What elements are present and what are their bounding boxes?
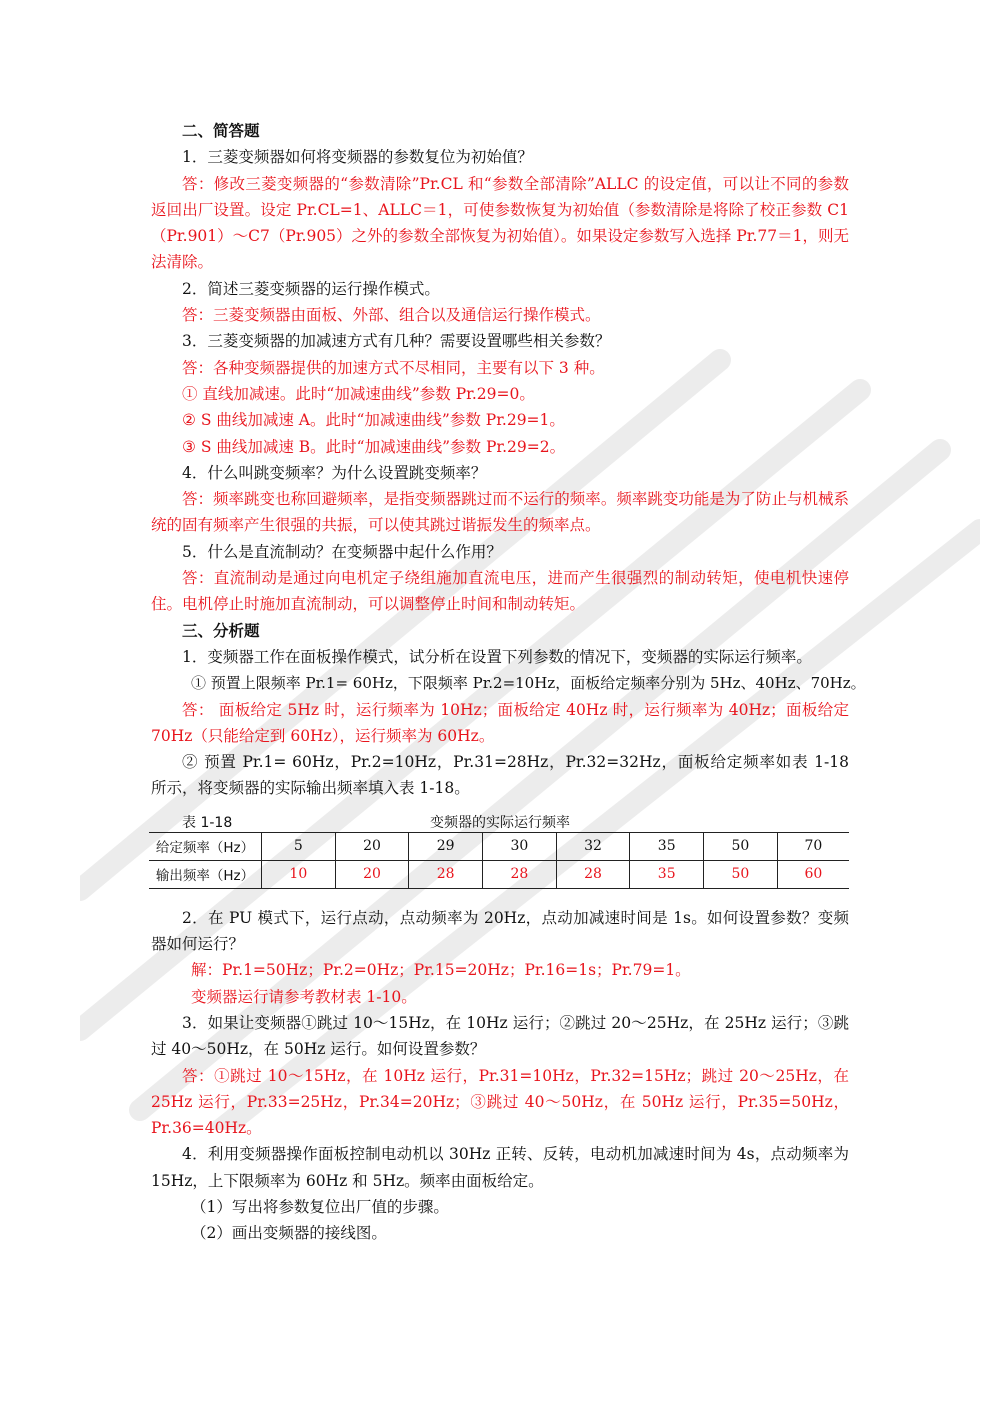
table-cell: 20 [335,832,409,860]
analysis-question-1-part-1: ① 预置上限频率 Pr.1= 60Hz，下限频率 Pr.2=10Hz，面板给定频率分别为 5Hz、40Hz、70Hz。 [191,674,866,693]
section-heading-analysis: 三、分析题 [182,621,260,640]
analysis-question-3: 3．如果让变频器①跳过 10～15Hz，在 10Hz 运行；②跳过 20～25Hz，在 25Hz 运行；③跳过 40～50Hz，在 50Hz 运行。如何设置参数？ [151,1013,849,1059]
question-1: 1．三菱变频器如何将变频器的参数复位为初始值？ [182,148,533,167]
analysis-question-1: 1．变频器工作在面板操作模式，试分析在设置下列参数的情况下，变频器的实际运行频率。 [182,647,812,666]
analysis-answer-3: 答：①跳过 10～15Hz，在 10Hz 运行，Pr.31=10Hz，Pr.32=15Hz；跳过 20～25Hz，在 25Hz 运行，Pr.33=25Hz，Pr.34=20Hz；③跳过 40～50Hz，在 50Hz 运行，Pr.35=50Hz，Pr.36=40Hz。 [151,1066,849,1138]
answer-3-item: ② S 曲线加减速 A。此时“加减速曲线”参数 Pr.29=1。 [182,411,565,430]
table-cell-answer: 20 [335,860,409,888]
table-title: 变频器的实际运行频率 [430,814,570,831]
answer-3-item: ① 直线加减速。此时“加减速曲线”参数 Pr.29=0。 [182,384,535,403]
analysis-question-4-sub-2: （2）画出变频器的接线图。 [191,1224,387,1243]
question-4: 4．什么叫跳变频率？为什么设置跳变频率？ [182,463,487,482]
answer-3-intro: 答：各种变频器提供的加速方式不尽相同，主要有以下 3 种。 [182,358,605,377]
analysis-answer-2-line-1: 解：Pr.1=50Hz；Pr.2=0Hz；Pr.15=20Hz；Pr.16=1s；Pr.79=1。 [191,961,691,980]
table-cell: 29 [409,832,483,860]
table-cell: 50 [704,832,778,860]
answer-2: 答：三菱变频器由面板、外部、组合以及通信运行操作模式。 [182,306,601,325]
table-cell: 5 [262,832,336,860]
table-number: 表 1-18 [182,814,233,831]
table-cell-answer: 28 [409,860,483,888]
table-row-output-frequency [149,860,849,888]
analysis-answer-2-line-2: 变频器运行请参考教材表 1-10。 [191,987,417,1006]
analysis-answer-1-part-1: 答： 面板给定 5Hz 时，运行频率为 10Hz；面板给定 40Hz 时，运行频率为 40Hz；面板给定 70Hz（只能给定到 60Hz），运行频率为 60Hz。 [151,700,849,745]
table-cell: 35 [630,832,704,860]
table-row-given-frequency [149,832,849,860]
analysis-question-1-part-2: ② 预置 Pr.1= 60Hz，Pr.2=10Hz，Pr.31=28Hz，Pr.32=32Hz，面板给定频率如表 1-18 所示，将变频器的实际输出频率填入表 1-18。 [151,753,849,798]
question-2: 2．简述三菱变频器的运行操作模式。 [182,279,440,298]
page-content [151,118,866,1247]
answer-3-item: ③ S 曲线加减速 B。此时“加减速曲线”参数 Pr.29=2。 [182,437,566,456]
table-cell-answer: 10 [262,860,336,888]
analysis-question-4: 4．利用变频器操作面板控制电动机以 30Hz 正转、反转，电动机加减速时间为 4s，点动频率为 15Hz，上下限频率为 60Hz 和 5Hz。频率由面板给定。 [151,1145,849,1190]
table-cell-answer: 60 [777,860,849,888]
table-cell-answer: 28 [483,860,557,888]
table-row-label: 给定频率（Hz） [149,832,262,860]
answer-1: 答：修改三菱变频器的“参数清除”Pr.CL 和“参数全部清除”ALLC 的设定值，可以让不同的参数返回出厂设置。设定 Pr.CL=1、ALLC＝1，可使参数恢复为初始值（参数清除是将除了校正参数 C1（Pr.901）～C7（Pr.905）之外的参数全部恢复为初始值）。如果设定参数写入选择 Pr.77＝1，则无法清除。 [151,174,849,272]
answer-5: 答：直流制动是通过向电机定子绕组施加直流电压，进而产生很强烈的制动转矩，使电机快速停住。电机停止时施加直流制动，可以调整停止时间和制动转矩。 [151,569,849,614]
section-heading-short-answer: 二、简答题 [182,122,260,140]
analysis-question-2: 2．在 PU 模式下，运行点动，点动频率为 20Hz，点动加减速时间是 1s。如何设置参数？变频器如何运行？ [151,908,849,954]
table-cell-answer: 35 [630,860,704,888]
table-cell: 30 [483,832,557,860]
question-3: 3．三菱变频器的加减速方式有几种？需要设置哪些相关参数？ [182,332,611,351]
table-cell: 70 [777,832,849,860]
table-caption [151,808,849,832]
table-cell-answer: 50 [704,860,778,888]
table-cell-answer: 28 [556,860,630,888]
analysis-question-4-sub-1: （1）写出将参数复位出厂值的步骤。 [191,1197,449,1216]
frequency-table [149,832,849,889]
answer-4: 答：频率跳变也称回避频率，是指变频器跳过而不运行的频率。频率跳变功能是为了防止与机械系统的固有频率产生很强的共振，可以使其跳过谐振发生的频率点。 [151,490,849,535]
question-5: 5．什么是直流制动？在变频器中起什么作用？ [182,542,502,561]
table-cell: 32 [556,832,630,860]
table-row-label: 输出频率（Hz） [149,860,262,888]
